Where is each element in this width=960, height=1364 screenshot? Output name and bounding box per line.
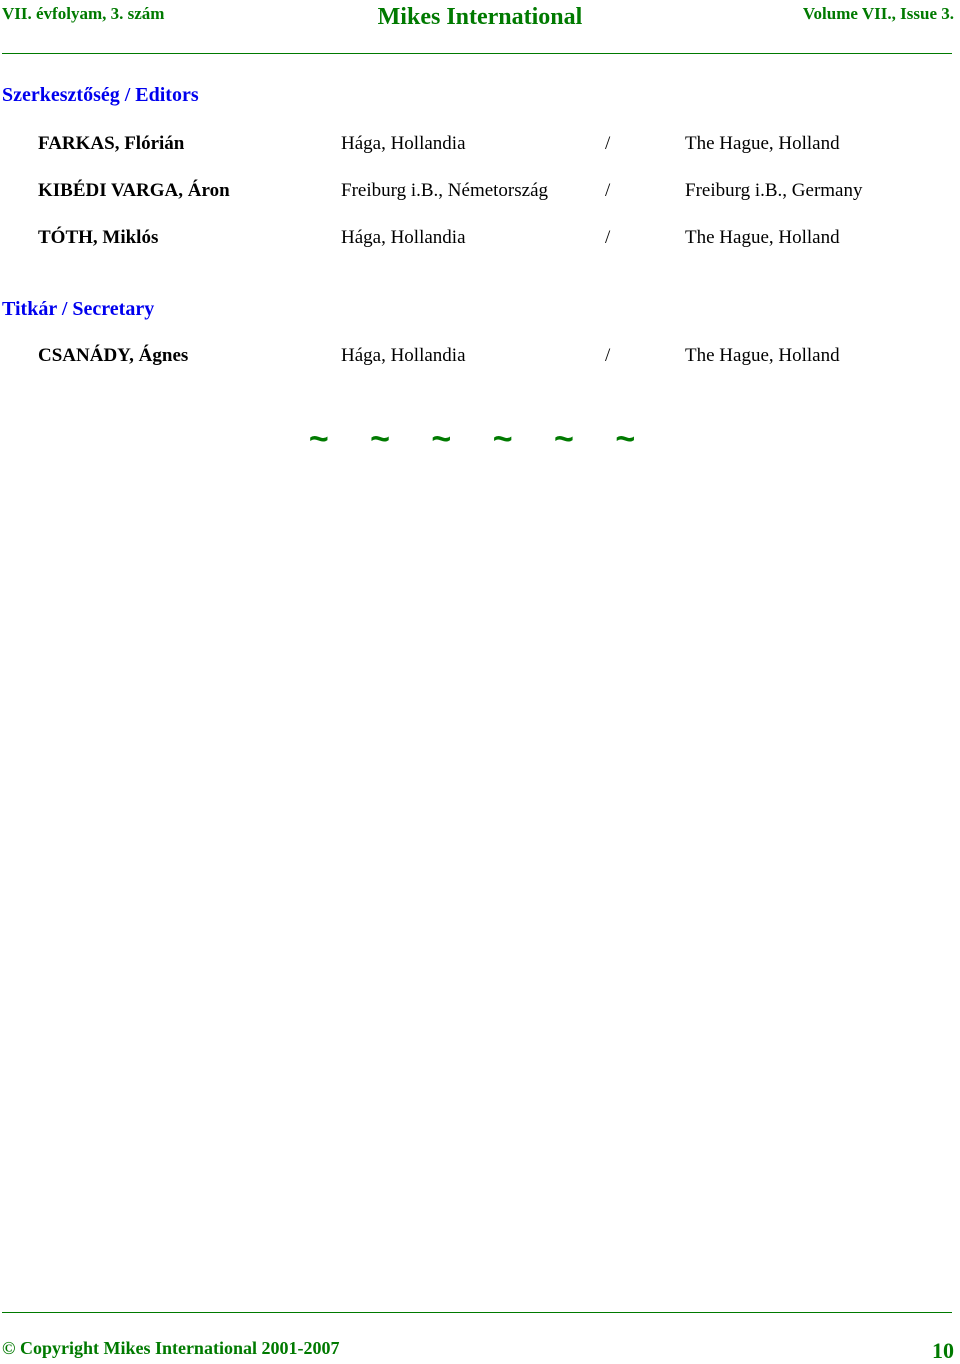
editor-separator: / <box>605 180 611 201</box>
header-rule <box>2 53 952 54</box>
secretary-separator: / <box>605 345 611 366</box>
editor-name: FARKAS, Flórián <box>38 133 185 154</box>
editor-row <box>0 227 960 255</box>
editors-title: Szerkesztőség / Editors <box>2 84 199 106</box>
secretary-row <box>0 345 960 373</box>
editor-city-hu: Hága, Hollandia <box>341 227 466 248</box>
secretary-city-hu: Hága, Hollandia <box>341 345 466 366</box>
footer-rule <box>2 1312 952 1313</box>
tilde-ornament: ~ ~ ~ ~ ~ ~ <box>308 420 652 458</box>
secretary-title: Titkár / Secretary <box>2 298 155 320</box>
editor-separator: / <box>605 227 611 248</box>
secretary-city-en: The Hague, Holland <box>685 345 840 366</box>
editor-city-hu: Hága, Hollandia <box>341 133 466 154</box>
header-volume-hu: VII. évfolyam, 3. szám <box>2 4 165 23</box>
editor-name: KIBÉDI VARGA, Áron <box>38 180 230 201</box>
editor-separator: / <box>605 133 611 154</box>
editor-name: TÓTH, Miklós <box>38 227 159 248</box>
header-journal-title: Mikes International <box>377 4 583 30</box>
footer-copyright: © Copyright Mikes International 2001-2007 <box>2 1338 340 1358</box>
secretary-name: CSANÁDY, Ágnes <box>38 345 189 366</box>
editor-city-hu: Freiburg i.B., Németország <box>341 180 549 201</box>
footer-page-number: 10 <box>932 1338 954 1363</box>
editor-row <box>0 180 960 208</box>
editor-city-en: The Hague, Holland <box>685 227 840 248</box>
editor-city-en: The Hague, Holland <box>685 133 840 154</box>
header-volume-en: Volume VII., Issue 3. <box>802 4 954 23</box>
editor-city-en: Freiburg i.B., Germany <box>685 180 863 201</box>
editor-row <box>0 133 960 161</box>
